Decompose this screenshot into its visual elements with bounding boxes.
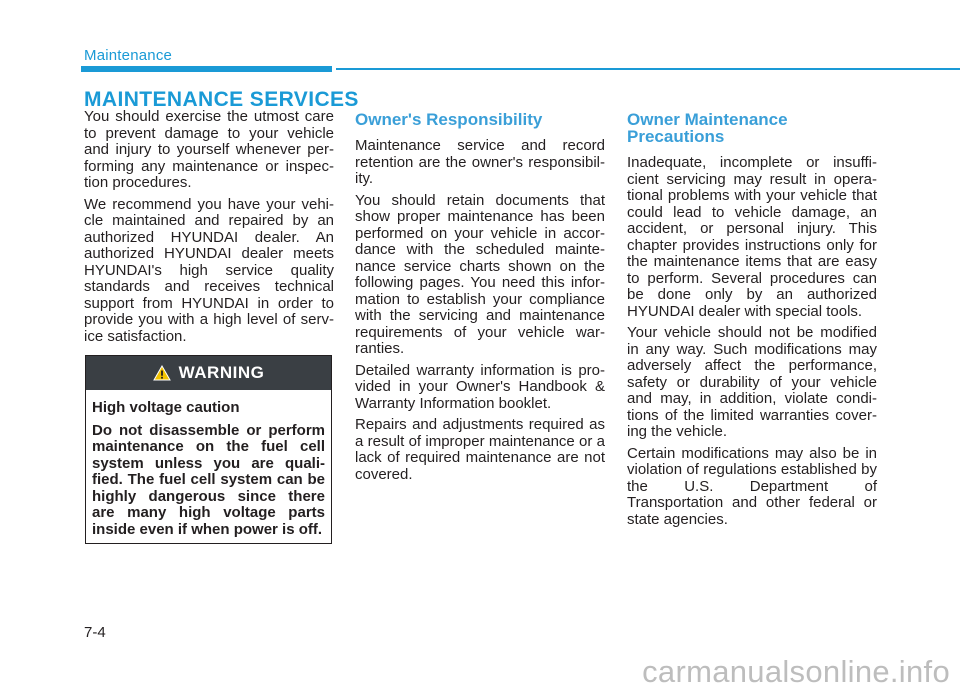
owner-precautions-heading: Owner Maintenance Precautions — [627, 110, 788, 146]
responsibility-paragraph-2: You should retain documents that show proper maintenance has been performed on your vehicle in accor-dance with the scheduled mainte-nance service charts shown on the following pages. You need this infor-mation to establish your compliance with the servicing and maintenance requirements of your vehicle war-ranties. — [355, 191, 605, 357]
responsibility-paragraph-4: Repairs and adjustments required as a result of improper maintenance or a lack of required maintenance are not covered. — [355, 416, 605, 483]
column-intro — [84, 109, 334, 350]
warning-header — [86, 356, 331, 390]
responsibility-paragraph-1: Maintenance service and record retention are the owner's responsibil-ity. — [355, 137, 605, 187]
header-rule-thick — [81, 66, 332, 72]
warning-text: Do not disassemble or perform maintenance on the fuel cell system unless you are quali-fied. The fuel cell system can be highly dangerous since there are many high voltage parts inside even if when power is off. — [92, 421, 325, 538]
column-owner-precautions — [627, 109, 877, 533]
warning-heading: High voltage caution — [92, 399, 240, 416]
section-label: Maintenance — [84, 47, 173, 64]
column-owner-responsibility — [355, 109, 605, 488]
page-number: 7-4 — [84, 624, 106, 641]
precautions-paragraph-1: Inadequate, incomplete or insuffi-cient servicing may result in opera-tional problems with your vehicle that could lead to vehicle damage, an accident, or personal injury. This chapter provides instructions only for the maintenance items that are easy to perform. Several procedures can be done only by an authorized HYUNDAI dealer with special tools. — [627, 154, 877, 320]
warning-box — [85, 355, 332, 544]
watermark: carmanualsonline.info — [642, 654, 950, 689]
warning-triangle-icon — [153, 365, 171, 381]
warning-label: WARNING — [178, 363, 265, 382]
precautions-paragraph-3: Certain modifications may also be in violation of regulations established by the U.S. Department of Transportation and other federal or state agencies. — [627, 444, 877, 528]
header-rule-thin — [336, 68, 960, 70]
warning-body — [86, 390, 331, 538]
responsibility-paragraph-3: Detailed warranty information is pro-vided in your Owner's Handbook & Warranty Information booklet. — [355, 361, 605, 412]
intro-paragraph-1: You should exercise the utmost care to prevent damage to your vehicle and injury to yourself whenever per-forming any maintenance or inspec-tion procedures. — [84, 108, 334, 191]
precautions-paragraph-2: Your vehicle should not be modified in any way. Such modifications may adversely affect the performance, safety or durability of your vehicle and may, in addition, violate condi-tions of the limited warranties cover-ing the vehicle. — [627, 324, 877, 440]
owner-responsibility-heading: Owner's Responsibility — [355, 110, 543, 129]
page-title: MAINTENANCE SERVICES — [84, 88, 359, 111]
intro-paragraph-2: We recommend you have your vehi-cle maintained and repaired by an authorized HYUNDAI dealer. An authorized HYUNDAI dealer meets HYUNDAI's high service quality standards and receives technical support from HYUNDAI in order to provide you with a high level of serv-ice satisfaction. — [84, 195, 334, 345]
